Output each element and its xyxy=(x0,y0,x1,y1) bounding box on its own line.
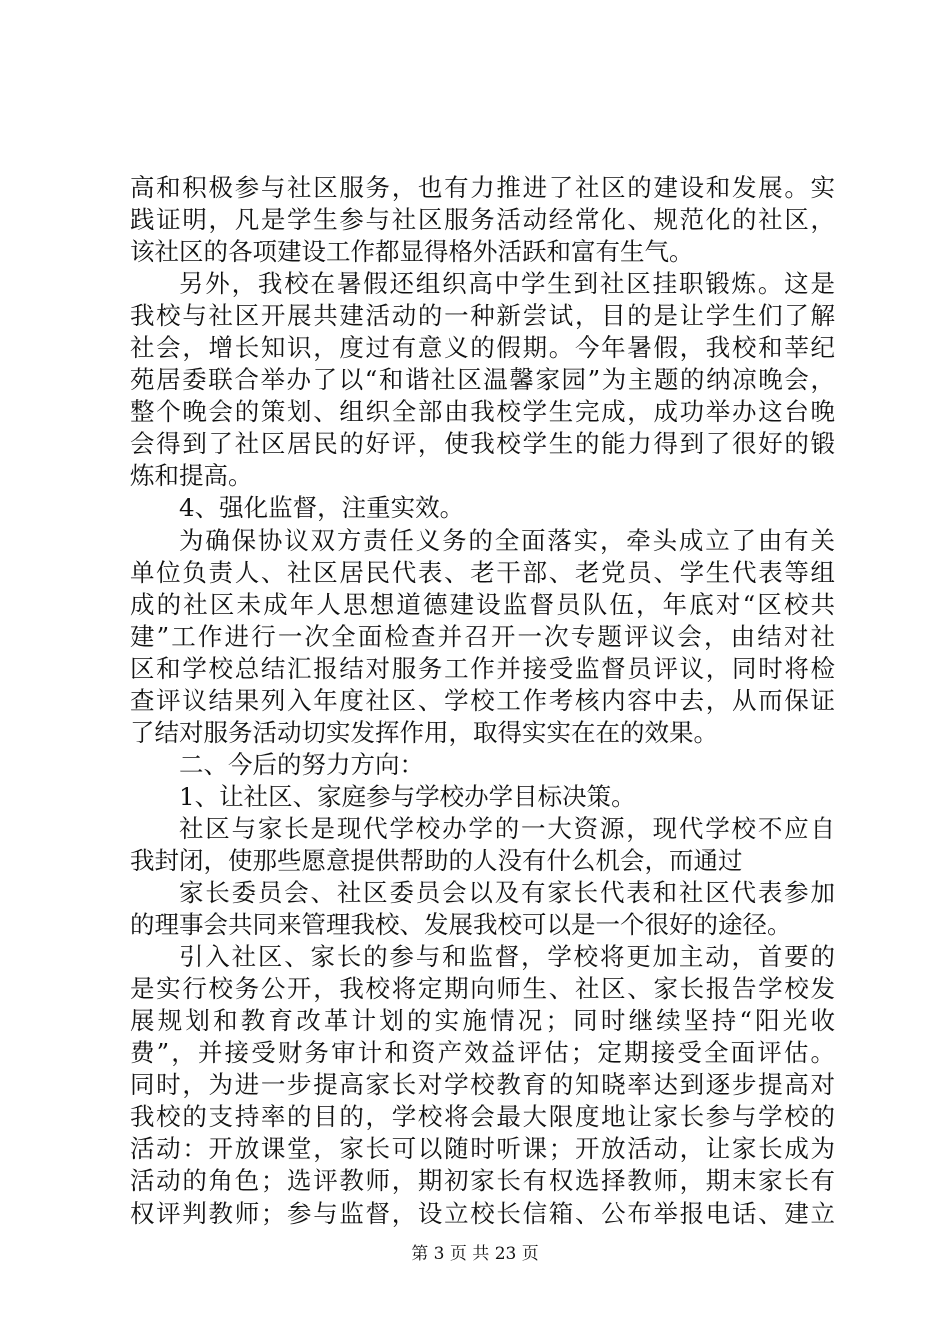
page-footer xyxy=(0,1243,950,1265)
paragraph-line: 建”工作进行一次全面检查并召开一次专题评议会，由结对社 xyxy=(130,621,835,651)
paragraph-line: 践证明，凡是学生参与社区服务活动经常化、规范化的社区， xyxy=(130,205,835,235)
paragraph-line: 查评议结果列入年度社区、学校工作考核内容中去，从而保证 xyxy=(130,685,835,715)
paragraph-line: 社区与家长是现代学校办学的一大资源，现代学校不应自 xyxy=(179,813,835,843)
paragraph-line: 活动：开放课堂，家长可以随时听课；开放活动，让家长成为 xyxy=(130,1134,835,1164)
paragraph-line: 我校的支持率的目的，学校将会最大限度地让家长参与学校的 xyxy=(130,1102,835,1132)
document-body xyxy=(130,172,835,1230)
paragraph-line: 了结对服务活动切实发挥作用，取得实实在在的效果。 xyxy=(130,717,718,747)
paragraph-line: 另外，我校在暑假还组织高中学生到社区挂职锻炼。这是 xyxy=(179,269,835,299)
paragraph-line: 为确保协议双方责任义务的全面落实，牵头成立了由有关 xyxy=(179,525,835,555)
paragraph-line: 高和积极参与社区服务，也有力推进了社区的建设和发展。实 xyxy=(130,173,835,202)
paragraph-line: 整个晚会的策划、组织全部由我校学生完成，成功举办这台晚 xyxy=(130,397,835,427)
paragraph-line: 家长委员会、社区委员会以及有家长代表和社区代表参加 xyxy=(179,878,835,908)
section-heading: 4、强化监督，注重实效。 xyxy=(179,493,465,523)
section-heading: 二、今后的努力方向： xyxy=(179,749,424,779)
paragraph-line: 成的社区未成年人思想道德建设监督员队伍，年底对“区校共 xyxy=(130,589,835,619)
paragraph-line: 单位负责人、社区居民代表、老干部、老党员、学生代表等组 xyxy=(130,557,835,587)
paragraph-line: 同时，为进一步提高家长对学校教育的知晓率达到逐步提高对 xyxy=(130,1070,835,1100)
paragraph-line: 我封闭，使那些愿意提供帮助的人没有什么机会，而通过 xyxy=(130,845,743,875)
paragraph-line: 社会，增长知识，度过有意义的假期。今年暑假，我校和莘纪 xyxy=(130,333,835,363)
paragraph-line: 活动的角色；选评教师，期初家长有权选择教师，期末家长有 xyxy=(130,1166,835,1196)
paragraph-line: 费”，并接受财务审计和资产效益评估；定期接受全面评估。 xyxy=(130,1038,835,1068)
page-number-indicator: 第 3 页 共 23 页 xyxy=(411,1244,539,1264)
paragraph-line: 炼和提高。 xyxy=(130,461,253,491)
paragraph-line: 会得到了社区居民的好评，使我校学生的能力得到了很好的锻 xyxy=(130,429,835,459)
paragraph-line: 区和学校总结汇报结对服务工作并接受监督员评议，同时将检 xyxy=(130,653,835,683)
paragraph-line: 权评判教师；参与监督，设立校长信箱、公布举报电话、建立 xyxy=(130,1198,835,1228)
paragraph-line: 是实行校务公开，我校将定期向师生、社区、家长报告学校发 xyxy=(130,974,835,1004)
paragraph-line: 引入社区、家长的参与和监督，学校将更加主动，首要的 xyxy=(179,942,835,972)
paragraph-line: 的理事会共同来管理我校、发展我校可以是一个很好的途径。 xyxy=(130,910,792,940)
section-heading: 1、让社区、家庭参与学校办学目标决策。 xyxy=(179,781,636,811)
paragraph-line: 展规划和教育改革计划的实施情况；同时继续坚持“阳光收 xyxy=(130,1006,835,1036)
paragraph-line: 我校与社区开展共建活动的一种新尝试，目的是让学生们了解 xyxy=(130,301,835,331)
paragraph-line: 苑居委联合举办了以“和谐社区温馨家园”为主题的纳凉晚会， xyxy=(130,365,835,395)
paragraph-line: 该社区的各项建设工作都显得格外活跃和富有生气。 xyxy=(130,237,694,267)
